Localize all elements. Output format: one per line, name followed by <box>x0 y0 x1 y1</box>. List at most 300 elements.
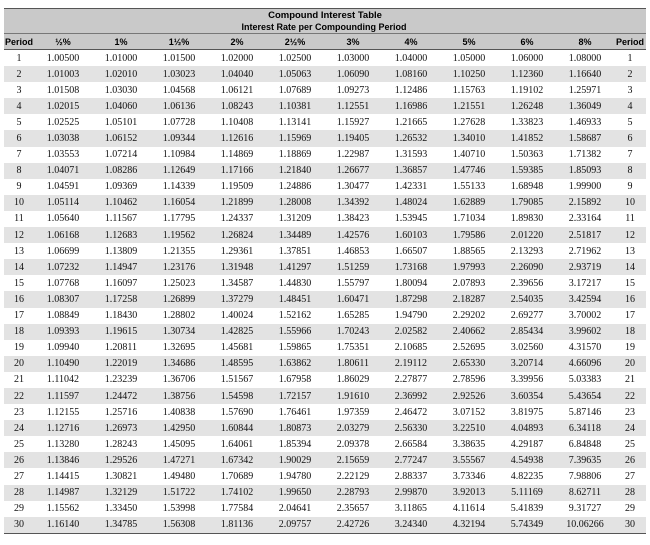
value-cell: 1.26248 <box>498 98 556 114</box>
value-cell: 1.66507 <box>394 245 428 257</box>
period-cell-left: 12 <box>4 227 34 243</box>
period-cell-left: 15 <box>14 277 24 289</box>
period-cell-left: 19 <box>14 342 24 354</box>
value-cell: 1.07214 <box>104 149 138 161</box>
period-cell-right: 17 <box>625 310 636 322</box>
value-cell: 1.26824 <box>208 227 266 243</box>
value-cell: 2.40662 <box>440 324 498 340</box>
value-cell: 1.01508 <box>46 84 80 96</box>
value-cell: 1.09369 <box>104 181 138 193</box>
value-cell: 1.21840 <box>266 163 324 179</box>
value-cell: 2.15892 <box>556 195 614 211</box>
period-cell-left: 28 <box>4 485 34 501</box>
table-subtitle: Interest Rate per Compounding Period <box>34 21 614 34</box>
value-cell: 5.43654 <box>556 388 614 404</box>
value-cell: 1.11597 <box>34 388 92 404</box>
value-cell: 1.67342 <box>208 452 266 468</box>
value-cell: 1.52162 <box>278 310 312 322</box>
value-cell: 5.03383 <box>568 374 602 386</box>
table-row <box>4 275 646 291</box>
period-cell-left: 27 <box>14 470 24 482</box>
value-cell: 1.02500 <box>278 52 312 64</box>
table-row <box>4 259 646 275</box>
value-cell: 2.69277 <box>510 310 544 322</box>
table-row <box>4 404 646 420</box>
column-header-row <box>4 34 646 50</box>
value-cell: 4.11614 <box>452 503 486 515</box>
value-cell: 1.51259 <box>324 259 382 275</box>
table-row <box>4 308 646 324</box>
value-cell: 1.36706 <box>162 374 196 386</box>
value-cell: 2.51817 <box>556 227 614 243</box>
period-cell-left: 20 <box>4 356 34 372</box>
value-cell: 1.02525 <box>46 116 80 128</box>
value-cell: 3.20714 <box>498 356 556 372</box>
value-cell: 1.16640 <box>556 66 614 82</box>
value-cell: 1.56308 <box>150 517 208 534</box>
value-cell: 1.45095 <box>162 438 196 450</box>
period-cell-right: 9 <box>627 181 633 193</box>
value-cell: 2.93719 <box>556 259 614 275</box>
value-cell: 1.16986 <box>382 98 440 114</box>
table-row <box>4 372 646 388</box>
value-cell: 1.01000 <box>104 52 138 64</box>
value-cell: 1.44830 <box>278 277 312 289</box>
value-cell: 2.18287 <box>440 291 498 307</box>
period-cell-left: 5 <box>16 116 22 128</box>
period-header-left: Period <box>4 34 34 50</box>
value-cell: 1.19615 <box>92 324 150 340</box>
value-cell: 1.05000 <box>452 52 486 64</box>
table-row <box>4 195 646 211</box>
table-row <box>4 179 646 195</box>
table-row <box>4 452 646 468</box>
value-cell: 1.02015 <box>34 98 92 114</box>
value-cell: 1.33823 <box>510 116 544 128</box>
value-cell: 1.86029 <box>336 374 370 386</box>
value-cell: 2.28793 <box>324 485 382 501</box>
period-cell-left: 18 <box>4 324 34 340</box>
value-cell: 1.07689 <box>278 84 312 96</box>
value-cell: 1.11567 <box>104 213 138 225</box>
subtitle-spacer-right <box>614 21 646 34</box>
value-cell: 1.03000 <box>336 52 370 64</box>
period-cell-left: 11 <box>14 213 24 225</box>
value-cell: 1.53998 <box>162 503 196 515</box>
value-cell: 1.03023 <box>150 66 208 82</box>
value-cell: 1.99650 <box>266 485 324 501</box>
value-cell: 1.71034 <box>452 213 486 225</box>
value-cell: 1.80094 <box>394 277 428 289</box>
value-cell: 1.15927 <box>336 116 370 128</box>
value-cell: 1.12360 <box>498 66 556 82</box>
period-cell-right: 5 <box>627 116 633 128</box>
value-cell: 1.04568 <box>162 84 196 96</box>
value-cell: 1.15763 <box>452 84 486 96</box>
value-cell: 1.06136 <box>150 98 208 114</box>
value-cell: 3.73346 <box>452 470 486 482</box>
period-cell-left: 16 <box>4 291 34 307</box>
value-cell: 1.79085 <box>498 195 556 211</box>
value-cell: 4.32194 <box>440 517 498 534</box>
value-cell: 1.42825 <box>208 324 266 340</box>
period-cell-left: 21 <box>14 374 24 386</box>
period-cell-left: 6 <box>4 130 34 146</box>
value-cell: 1.90029 <box>266 452 324 468</box>
rate-header: 4% <box>382 34 440 50</box>
value-cell: 2.09378 <box>336 438 370 450</box>
value-cell: 1.31593 <box>394 149 428 161</box>
value-cell: 1.76461 <box>278 406 312 418</box>
value-cell: 2.71962 <box>568 245 602 257</box>
rate-header: 2% <box>208 34 266 50</box>
value-cell: 1.08243 <box>208 98 266 114</box>
value-cell: 1.19562 <box>150 227 208 243</box>
value-cell: 2.03279 <box>324 420 382 436</box>
compound-interest-table-container <box>4 8 646 534</box>
value-cell: 4.82235 <box>510 470 544 482</box>
period-cell-right: 22 <box>614 388 646 404</box>
value-cell: 1.88565 <box>452 245 486 257</box>
value-cell: 2.99870 <box>382 485 440 501</box>
value-cell: 1.53945 <box>394 213 428 225</box>
value-cell: 1.75351 <box>336 342 370 354</box>
table-row <box>4 356 646 372</box>
value-cell: 2.10685 <box>394 342 428 354</box>
value-cell: 1.10408 <box>220 116 254 128</box>
value-cell: 1.45681 <box>220 342 254 354</box>
value-cell: 1.14987 <box>34 485 92 501</box>
value-cell: 3.07152 <box>452 406 486 418</box>
value-cell: 1.07728 <box>162 116 196 128</box>
value-cell: 3.11865 <box>394 503 428 515</box>
table-row <box>4 50 646 67</box>
table-row <box>4 227 646 243</box>
value-cell: 1.08160 <box>382 66 440 82</box>
period-cell-right: 13 <box>625 245 636 257</box>
value-cell: 1.06152 <box>92 130 150 146</box>
value-cell: 3.70002 <box>568 310 602 322</box>
value-cell: 1.63862 <box>266 356 324 372</box>
value-cell: 1.32695 <box>162 342 196 354</box>
value-cell: 1.55966 <box>266 324 324 340</box>
value-cell: 1.49480 <box>162 470 196 482</box>
value-cell: 2.13293 <box>510 245 544 257</box>
value-cell: 1.15969 <box>266 130 324 146</box>
value-cell: 1.60471 <box>324 291 382 307</box>
period-cell-right: 11 <box>625 213 635 225</box>
table-row <box>4 130 646 146</box>
value-cell: 1.04060 <box>92 98 150 114</box>
value-cell: 4.54938 <box>498 452 556 468</box>
value-cell: 1.23176 <box>150 259 208 275</box>
value-cell: 5.87146 <box>568 406 602 418</box>
value-cell: 6.84848 <box>568 438 602 450</box>
value-cell: 3.60354 <box>498 388 556 404</box>
value-cell: 1.47746 <box>440 163 498 179</box>
value-cell: 2.19112 <box>382 356 440 372</box>
value-cell: 1.10490 <box>34 356 92 372</box>
value-cell: 1.19102 <box>510 84 544 96</box>
value-cell: 1.65285 <box>336 310 370 322</box>
rate-header: 6% <box>498 34 556 50</box>
period-cell-left: 8 <box>4 163 34 179</box>
value-cell: 1.05101 <box>104 116 138 128</box>
value-cell: 1.04591 <box>46 181 80 193</box>
period-cell-left: 24 <box>4 420 34 436</box>
value-cell: 1.25716 <box>104 406 138 418</box>
value-cell: 1.05640 <box>46 213 80 225</box>
value-cell: 1.06121 <box>220 84 254 96</box>
table-row <box>4 468 646 484</box>
rate-header: 1% <box>92 34 150 50</box>
value-cell: 1.81136 <box>208 517 266 534</box>
value-cell: 1.10250 <box>440 66 498 82</box>
value-cell: 2.42726 <box>324 517 382 534</box>
value-cell: 1.51567 <box>220 374 254 386</box>
value-cell: 1.12616 <box>208 130 266 146</box>
value-cell: 1.28802 <box>162 310 196 322</box>
value-cell: 1.02010 <box>92 66 150 82</box>
value-cell: 1.64061 <box>220 438 254 450</box>
value-cell: 1.59865 <box>278 342 312 354</box>
rate-header: ½% <box>34 34 92 50</box>
value-cell: 1.30734 <box>150 324 208 340</box>
value-cell: 2.04641 <box>278 503 312 515</box>
value-cell: 1.40024 <box>220 310 254 322</box>
value-cell: 3.22510 <box>440 420 498 436</box>
period-cell-right: 28 <box>614 485 646 501</box>
value-cell: 1.31209 <box>278 213 312 225</box>
value-cell: 1.24886 <box>278 181 312 193</box>
value-cell: 1.34392 <box>324 195 382 211</box>
value-cell: 1.38756 <box>150 388 208 404</box>
period-cell-right: 29 <box>625 503 636 515</box>
value-cell: 1.91610 <box>324 388 382 404</box>
value-cell: 1.03038 <box>34 130 92 146</box>
value-cell: 1.04040 <box>208 66 266 82</box>
value-cell: 1.55133 <box>452 181 486 193</box>
value-cell: 1.06090 <box>324 66 382 82</box>
period-cell-right: 6 <box>614 130 646 146</box>
period-cell-right: 26 <box>614 452 646 468</box>
period-cell-right: 16 <box>614 291 646 307</box>
value-cell: 3.42594 <box>556 291 614 307</box>
period-cell-right: 21 <box>625 374 636 386</box>
value-cell: 1.06168 <box>34 227 92 243</box>
table-row <box>4 485 646 501</box>
period-cell-left: 2 <box>4 66 34 82</box>
value-cell: 1.87298 <box>382 291 440 307</box>
subtitle-spacer-left <box>4 21 34 34</box>
value-cell: 1.08307 <box>34 291 92 307</box>
value-cell: 1.37279 <box>208 291 266 307</box>
value-cell: 1.04071 <box>34 163 92 179</box>
value-cell: 2.22129 <box>336 470 370 482</box>
value-cell: 1.30821 <box>104 470 138 482</box>
value-cell: 1.60844 <box>208 420 266 436</box>
value-cell: 1.09393 <box>34 324 92 340</box>
value-cell: 1.21665 <box>394 116 428 128</box>
table-row <box>4 436 646 452</box>
table-row <box>4 388 646 404</box>
value-cell: 1.89830 <box>510 213 544 225</box>
period-cell-right: 25 <box>625 438 636 450</box>
period-cell-left: 17 <box>14 310 24 322</box>
value-cell: 1.04000 <box>394 52 428 64</box>
value-cell: 1.97993 <box>440 259 498 275</box>
value-cell: 1.13141 <box>278 116 312 128</box>
rate-header: 2½% <box>266 34 324 50</box>
value-cell: 1.26973 <box>92 420 150 436</box>
value-cell: 1.06000 <box>510 52 544 64</box>
value-cell: 1.11042 <box>46 374 80 386</box>
value-cell: 3.92013 <box>440 485 498 501</box>
value-cell: 7.98806 <box>568 470 602 482</box>
value-cell: 1.08000 <box>568 52 602 64</box>
value-cell: 2.33164 <box>568 213 602 225</box>
value-cell: 1.12649 <box>150 163 208 179</box>
value-cell: 1.09344 <box>150 130 208 146</box>
value-cell: 1.29361 <box>220 245 254 257</box>
value-cell: 2.01220 <box>498 227 556 243</box>
value-cell: 1.32129 <box>92 485 150 501</box>
value-cell: 1.02000 <box>220 52 254 64</box>
value-cell: 1.59385 <box>498 163 556 179</box>
value-cell: 1.25023 <box>162 277 196 289</box>
value-cell: 1.26677 <box>324 163 382 179</box>
value-cell: 1.22019 <box>92 356 150 372</box>
value-cell: 4.29187 <box>510 438 544 450</box>
value-cell: 1.73168 <box>382 259 440 275</box>
value-cell: 2.52695 <box>452 342 486 354</box>
value-cell: 3.02560 <box>510 342 544 354</box>
value-cell: 1.80873 <box>266 420 324 436</box>
value-cell: 1.08286 <box>92 163 150 179</box>
table-body <box>4 50 646 534</box>
value-cell: 2.26090 <box>498 259 556 275</box>
value-cell: 1.15562 <box>46 503 80 515</box>
value-cell: 1.14339 <box>162 181 196 193</box>
period-cell-left: 4 <box>4 98 34 114</box>
value-cell: 2.27877 <box>394 374 428 386</box>
value-cell: 1.10381 <box>266 98 324 114</box>
value-cell: 1.26532 <box>382 130 440 146</box>
value-cell: 2.78596 <box>452 374 486 386</box>
value-cell: 1.21899 <box>208 195 266 211</box>
value-cell: 1.05063 <box>266 66 324 82</box>
value-cell: 4.04893 <box>498 420 556 436</box>
value-cell: 2.15659 <box>324 452 382 468</box>
value-cell: 1.34785 <box>92 517 150 534</box>
rate-header: 1½% <box>150 34 208 50</box>
value-cell: 1.28008 <box>266 195 324 211</box>
value-cell: 1.77584 <box>220 503 254 515</box>
period-cell-right: 30 <box>614 517 646 534</box>
value-cell: 1.19405 <box>324 130 382 146</box>
value-cell: 1.24472 <box>92 388 150 404</box>
value-cell: 1.17166 <box>208 163 266 179</box>
value-cell: 1.20811 <box>104 342 138 354</box>
period-cell-left: 1 <box>16 52 22 64</box>
value-cell: 5.41839 <box>510 503 544 515</box>
value-cell: 1.12716 <box>34 420 92 436</box>
value-cell: 1.19509 <box>220 181 254 193</box>
value-cell: 2.02582 <box>382 324 440 340</box>
value-cell: 1.09273 <box>336 84 370 96</box>
table-row <box>4 517 646 534</box>
value-cell: 1.12551 <box>324 98 382 114</box>
table-row <box>4 114 646 130</box>
value-cell: 4.31570 <box>568 342 602 354</box>
value-cell: 1.13846 <box>34 452 92 468</box>
value-cell: 2.39656 <box>510 277 544 289</box>
value-cell: 1.03553 <box>46 149 80 161</box>
value-cell: 2.88337 <box>394 470 428 482</box>
value-cell: 1.34010 <box>440 130 498 146</box>
value-cell: 1.55797 <box>336 277 370 289</box>
value-cell: 1.34489 <box>266 227 324 243</box>
value-cell: 10.06266 <box>556 517 614 534</box>
value-cell: 6.34118 <box>556 420 614 436</box>
value-cell: 1.60103 <box>382 227 440 243</box>
value-cell: 1.33450 <box>104 503 138 515</box>
value-cell: 1.23239 <box>104 374 138 386</box>
value-cell: 1.94780 <box>278 470 312 482</box>
period-header-right: Period <box>614 34 646 50</box>
period-cell-left: 7 <box>16 149 22 161</box>
value-cell: 1.16097 <box>104 277 138 289</box>
value-cell: 1.22987 <box>336 149 370 161</box>
value-cell: 9.31727 <box>568 503 602 515</box>
period-cell-left: 9 <box>16 181 22 193</box>
period-cell-left: 29 <box>14 503 24 515</box>
value-cell: 1.85093 <box>556 163 614 179</box>
value-cell: 1.21355 <box>162 245 196 257</box>
value-cell: 1.68948 <box>510 181 544 193</box>
value-cell: 2.46472 <box>394 406 428 418</box>
period-cell-right: 18 <box>614 324 646 340</box>
value-cell: 1.18869 <box>278 149 312 161</box>
value-cell: 1.42950 <box>150 420 208 436</box>
value-cell: 5.11169 <box>498 485 556 501</box>
value-cell: 1.41297 <box>266 259 324 275</box>
table-row <box>4 82 646 98</box>
value-cell: 1.97359 <box>336 406 370 418</box>
table-row <box>4 211 646 227</box>
table-row <box>4 66 646 82</box>
value-cell: 8.62711 <box>556 485 614 501</box>
table-row <box>4 420 646 436</box>
table-row <box>4 147 646 163</box>
value-cell: 1.13809 <box>104 245 138 257</box>
value-cell: 2.65330 <box>440 356 498 372</box>
value-cell: 3.81975 <box>510 406 544 418</box>
value-cell: 2.29202 <box>452 310 486 322</box>
period-cell-right: 3 <box>627 84 633 96</box>
value-cell: 3.99602 <box>556 324 614 340</box>
value-cell: 1.12683 <box>92 227 150 243</box>
period-cell-left: 30 <box>4 517 34 534</box>
value-cell: 1.00500 <box>46 52 80 64</box>
value-cell: 1.36857 <box>382 163 440 179</box>
value-cell: 2.85434 <box>498 324 556 340</box>
value-cell: 2.92526 <box>440 388 498 404</box>
value-cell: 1.94790 <box>394 310 428 322</box>
value-cell: 1.34686 <box>150 356 208 372</box>
value-cell: 2.07893 <box>452 277 486 289</box>
period-cell-right: 2 <box>614 66 646 82</box>
